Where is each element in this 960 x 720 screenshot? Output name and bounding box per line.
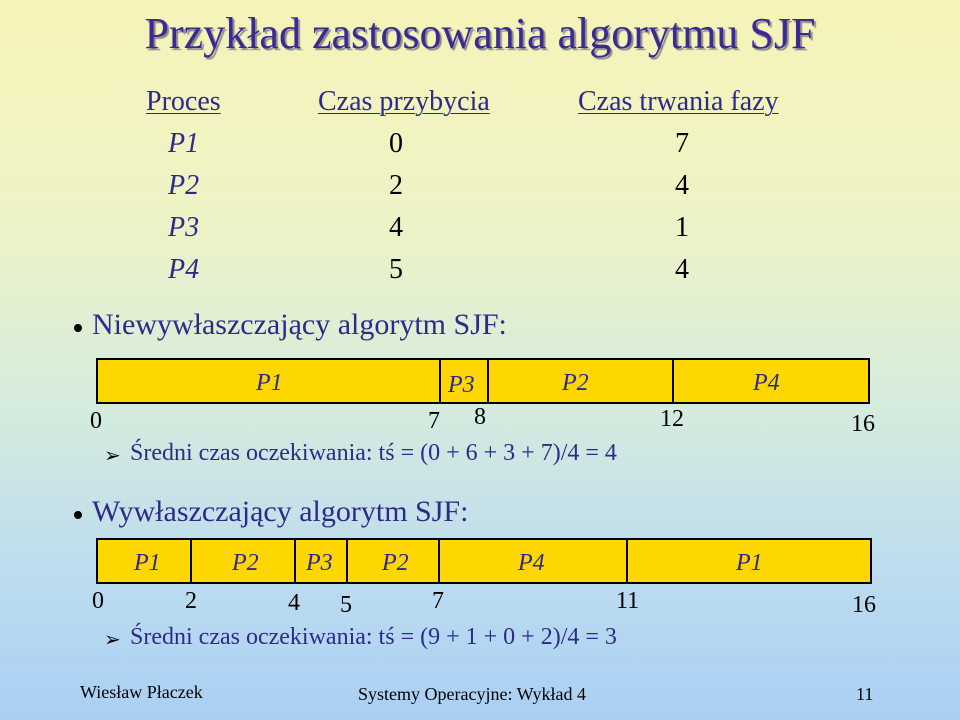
- footer-course: Systemy Operacyjne: Wykład 4: [358, 684, 587, 704]
- gantt-label: P1: [134, 550, 161, 576]
- row-proc: P3: [168, 212, 200, 243]
- header-proces: Proces: [146, 86, 221, 117]
- footer-author: Wiesław Płaczek: [80, 682, 203, 702]
- row-proc: P4: [168, 254, 200, 285]
- time-tick: 4: [288, 590, 300, 616]
- time-tick: 16: [852, 592, 876, 618]
- preemptive-heading: Wywłaszczający algorytm SJF:: [92, 495, 469, 528]
- gantt-label: P3: [306, 550, 333, 576]
- time-tick: 0: [90, 408, 102, 434]
- slide-title: Przykład zastosowania algorytmu SJF: [144, 9, 816, 58]
- header-arrival: Czas przybycia: [318, 86, 490, 117]
- row-proc: P2: [168, 170, 200, 201]
- time-tick: 7: [432, 588, 444, 614]
- row-burst: 7: [675, 128, 689, 159]
- row-arrival: 0: [389, 128, 403, 159]
- header-burst: Czas trwania fazy: [578, 86, 779, 117]
- time-tick: 5: [340, 592, 352, 618]
- avg-wait-nonpreemptive: Średni czas oczekiwania: tś = (0 + 6 + 3 + 7)/4 = 4: [130, 440, 617, 466]
- gantt-label: P2: [232, 550, 259, 576]
- time-tick: 0: [92, 588, 104, 614]
- time-tick: 2: [185, 588, 197, 614]
- row-arrival: 4: [389, 212, 403, 243]
- time-tick: 16: [851, 411, 875, 437]
- bullet-dot: [74, 324, 82, 332]
- row-arrival: 5: [389, 254, 403, 285]
- row-proc: P1: [168, 128, 200, 159]
- gantt-nonpreemptive: [96, 358, 870, 404]
- arrow-bullet-icon: ➢: [104, 629, 121, 651]
- time-tick: 8: [474, 404, 486, 430]
- row-burst: 4: [675, 254, 689, 285]
- gantt-label: P4: [518, 550, 545, 576]
- row-burst: 4: [675, 170, 689, 201]
- footer-page-number: 11: [856, 684, 874, 704]
- gantt-label: P1: [736, 550, 763, 576]
- avg-wait-preemptive: Średni czas oczekiwania: tś = (9 + 1 + 0 + 2)/4 = 3: [130, 624, 617, 650]
- gantt-label: P3: [448, 372, 475, 398]
- arrow-bullet-icon: ➢: [104, 445, 121, 467]
- gantt-label: P1: [256, 370, 283, 396]
- row-burst: 1: [675, 212, 689, 243]
- gantt-preemptive: [96, 538, 872, 584]
- nonpreemptive-heading: Niewywłaszczający algorytm SJF:: [92, 308, 507, 341]
- gantt-label: P2: [382, 550, 409, 576]
- time-tick: 12: [660, 406, 684, 432]
- bullet-dot: [74, 511, 82, 519]
- gantt-label: P4: [753, 370, 780, 396]
- gantt-label: P2: [562, 370, 589, 396]
- time-tick: 7: [428, 408, 440, 434]
- row-arrival: 2: [389, 170, 403, 201]
- time-tick: 11: [616, 588, 640, 614]
